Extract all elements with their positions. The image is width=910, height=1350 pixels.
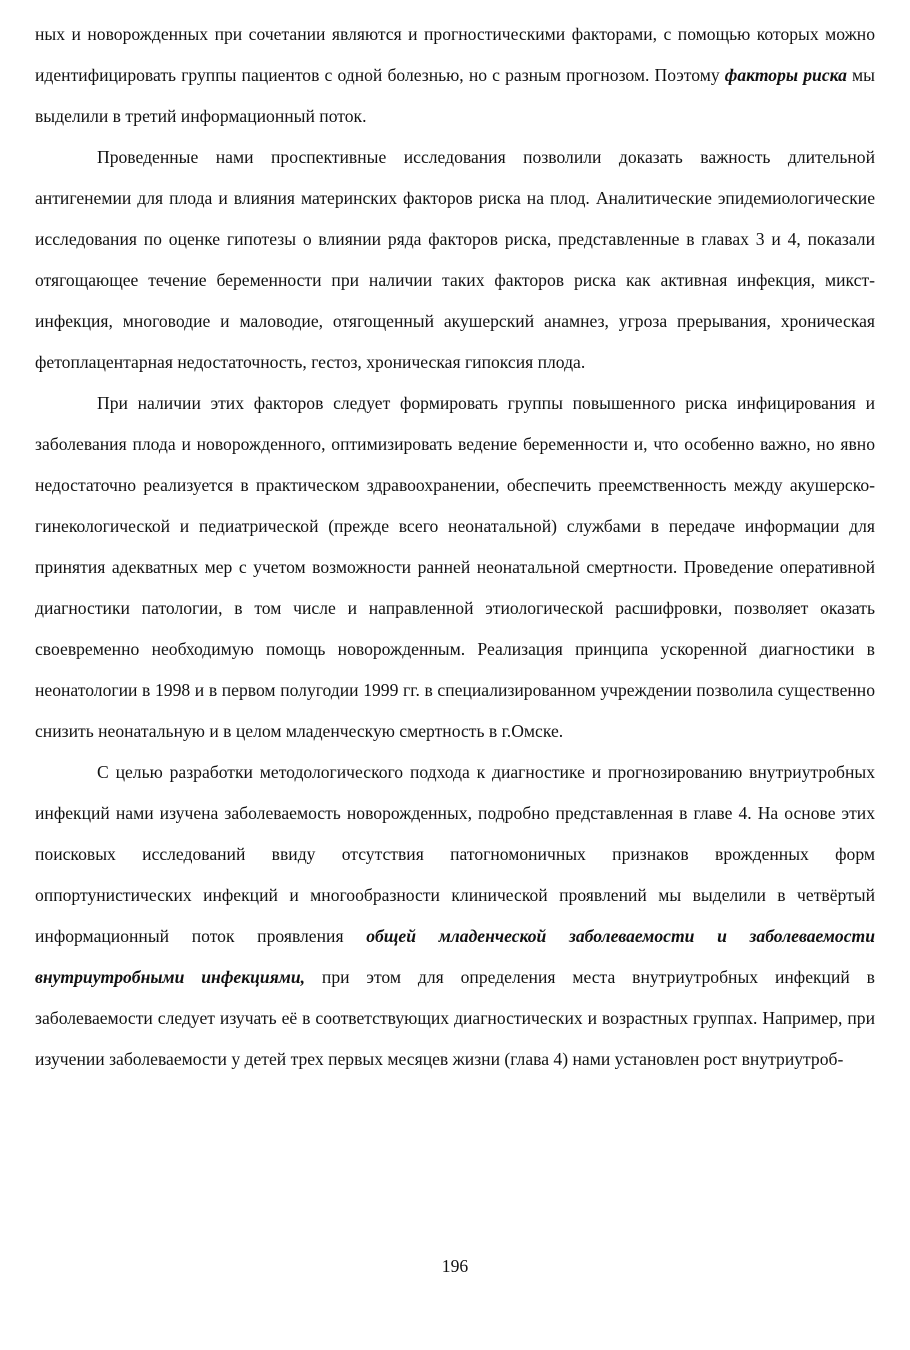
paragraph-3-text: При наличии этих факторов следует формировать группы повышенного риска инфицирования и заболевания плода и новорожденного, оптимизировать ведение беременности и, что особенно важно, но явно недостаточно реализуется в практическом здравоохранении, обеспечить преемственность между акушерско-гинекологической и педиатрической (прежде всего неонатальной) службами в передаче информации для принятия адекватных мер с учетом возможности ранней неонатальной смертности. Проведение оперативной диагностики патологии, в том числе и направленной этиологической расшифровки, позволяет оказать своевременно необходимую помощь новорожденным. Реализация принципа ускоренной диагностики в неонатологии в 1998 и в первом полугодии 1999 гг. в специализированном учреждении позволила существенно снизить неонатальную и в целом младенческую смертность в г.Омске. xyxy=(35,393,875,741)
paragraph-4-text-a: С целью разработки методологического подхода к диагностике и прогнозированию внутриутробных инфекций нами изучена заболеваемость новорожденных, подробно представленная в главе 4. На основе этих поисковых исследований ввиду отсутствия патогномоничных признаков врожденных форм оппортунистических инфекций и многообразности клинической проявлений мы выделили в четвёртый информационный поток проявления xyxy=(35,762,875,946)
paragraph-1-text-b: мы выделили в третий информационный поток. xyxy=(35,65,875,126)
paragraph-4 xyxy=(35,752,875,1080)
emphasis-risk-factors: факторы риска xyxy=(724,65,847,85)
paragraph-2 xyxy=(35,137,875,383)
paragraph-4-text-b: при этом для определения места внутриутробных инфекций в заболеваемости следует изучать её в соответствующих диагностических и возрастных группах. Например, при изучении заболеваемости у детей трех первых месяцев жизни (глава 4) нами установлен рост внутриутроб- xyxy=(35,967,875,1069)
paragraph-1-text-a: ных и новорожденных при сочетании являются и прогностическими факторами, с помощью которых можно идентифицировать группы пациентов с одной болезнью, но с разным прогнозом. Поэтому xyxy=(35,24,875,85)
document-page xyxy=(35,14,875,1080)
emphasis-morbidity: общей младенческой заболеваемости и заболеваемости внутриутробными инфекциями, xyxy=(35,926,875,987)
page-number: 196 xyxy=(441,1256,469,1276)
paragraph-2-text: Проведенные нами проспективные исследования позволили доказать важность длительной антигенемии для плода и влияния материнских факторов риска на плод. Аналитические эпидемиологические исследования по оценке гипотезы о влиянии ряда факторов риска, представленные в главах 3 и 4, показали отягощающее течение беременности при наличии таких факторов риска как активная инфекция, микст-инфекция, многоводие и маловодие, отягощенный акушерский анамнез, угроза прерывания, хроническая фетоплацентарная недостаточность, гестоз, хроническая гипоксия плода. xyxy=(35,147,875,372)
paragraph-3 xyxy=(35,383,875,752)
paragraph-1 xyxy=(35,14,875,137)
